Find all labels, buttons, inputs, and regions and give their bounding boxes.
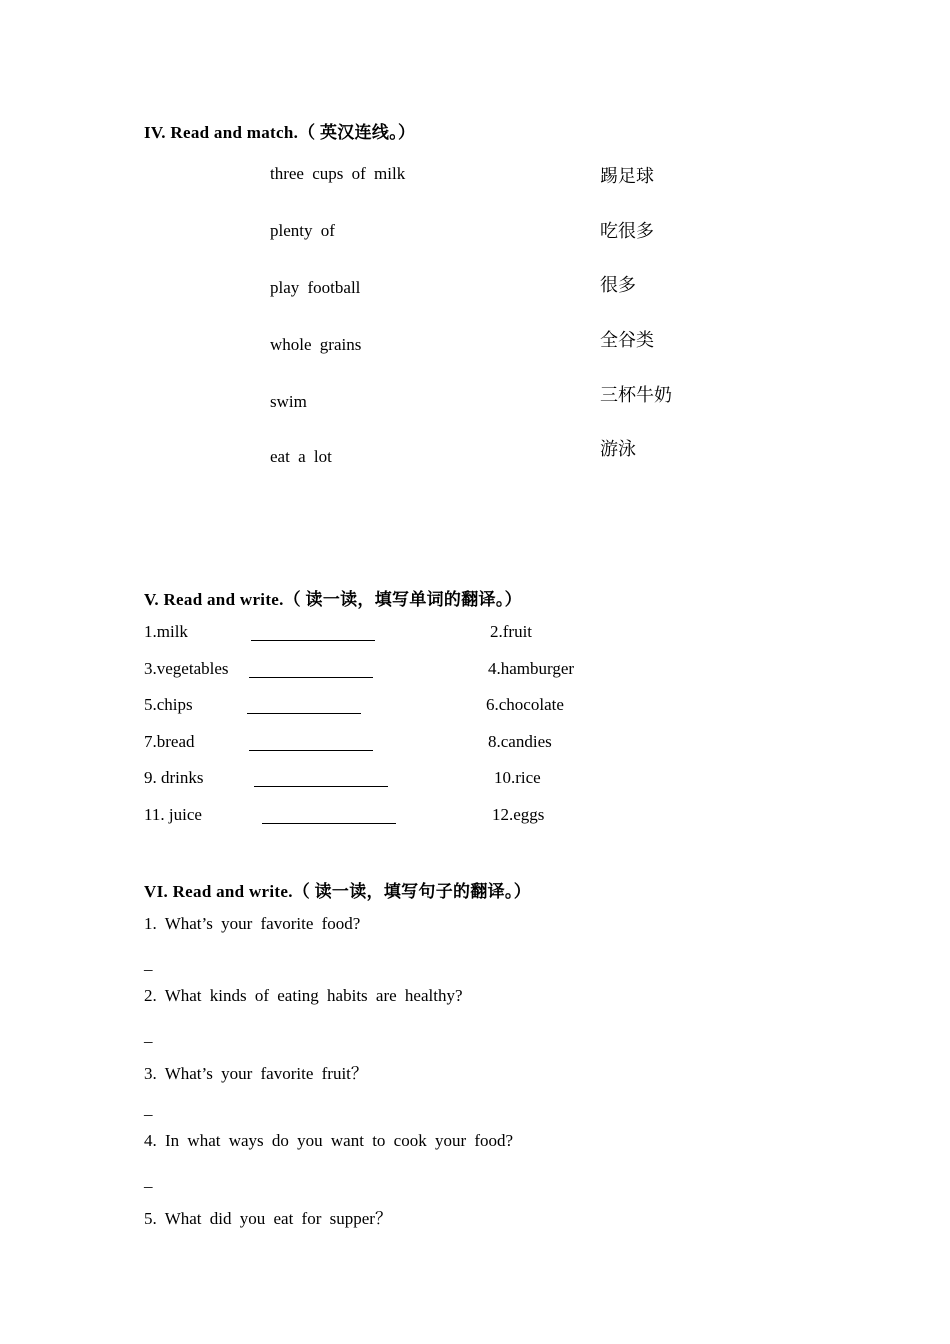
word-item-4: 4.hamburger bbox=[488, 659, 575, 678]
answer-line-2[interactable]: _ bbox=[144, 1026, 153, 1045]
word-item-11: 11. juice bbox=[144, 805, 202, 824]
word-item-2: 2.fruit bbox=[490, 622, 533, 641]
word-item-3: 3.vegetables bbox=[144, 659, 229, 678]
match-chinese-2: 吃很多 bbox=[600, 221, 654, 241]
answer-blank-9[interactable] bbox=[254, 785, 388, 787]
word-item-10: 10.rice bbox=[494, 768, 541, 787]
answer-blank-3[interactable] bbox=[249, 676, 373, 678]
word-item-12: 12.eggs bbox=[492, 805, 545, 824]
match-english-4: whole grains bbox=[270, 335, 362, 354]
word-item-6: 6.chocolate bbox=[486, 695, 564, 714]
match-chinese-1: 踢足球 bbox=[600, 166, 654, 186]
match-chinese-3: 很多 bbox=[600, 275, 636, 295]
section-iv-title: IV. Read and match.（ 英汉连线。） bbox=[144, 123, 416, 142]
answer-blank-7[interactable] bbox=[249, 749, 373, 751]
question-5: 5. What did you eat for supper？ bbox=[144, 1209, 392, 1228]
answer-blank-1[interactable] bbox=[251, 639, 375, 641]
section-vi-title: VI. Read and write.（ 读一读，填写句子的翻译。） bbox=[144, 882, 532, 901]
match-chinese-6: 游泳 bbox=[600, 439, 636, 459]
word-item-1: 1.milk bbox=[144, 622, 188, 641]
section-v-title: V. Read and write.（ 读一读，填写单词的翻译。） bbox=[144, 590, 522, 609]
word-item-8: 8.candies bbox=[488, 732, 552, 751]
word-item-9: 9. drinks bbox=[144, 768, 204, 787]
word-item-5: 5.chips bbox=[144, 695, 193, 714]
question-2: 2. What kinds of eating habits are healthy? bbox=[144, 986, 463, 1005]
match-chinese-5: 三杯牛奶 bbox=[600, 385, 672, 405]
answer-line-4[interactable]: _ bbox=[144, 1171, 153, 1190]
match-english-2: plenty of bbox=[270, 221, 335, 240]
match-english-6: eat a lot bbox=[270, 447, 332, 466]
answer-line-1[interactable]: _ bbox=[144, 954, 153, 973]
match-english-3: play football bbox=[270, 278, 361, 297]
match-english-5: swim bbox=[270, 392, 307, 411]
answer-line-3[interactable]: _ bbox=[144, 1099, 153, 1118]
question-1: 1. What’s your favorite food? bbox=[144, 914, 361, 933]
match-chinese-4: 全谷类 bbox=[600, 330, 654, 350]
question-3: 3. What’s your favorite fruit？ bbox=[144, 1064, 368, 1083]
word-item-7: 7.bread bbox=[144, 732, 195, 751]
question-4: 4. In what ways do you want to cook your food? bbox=[144, 1131, 514, 1150]
answer-blank-11[interactable] bbox=[262, 822, 396, 824]
match-english-1: three cups of milk bbox=[270, 164, 406, 183]
answer-blank-5[interactable] bbox=[247, 712, 361, 714]
